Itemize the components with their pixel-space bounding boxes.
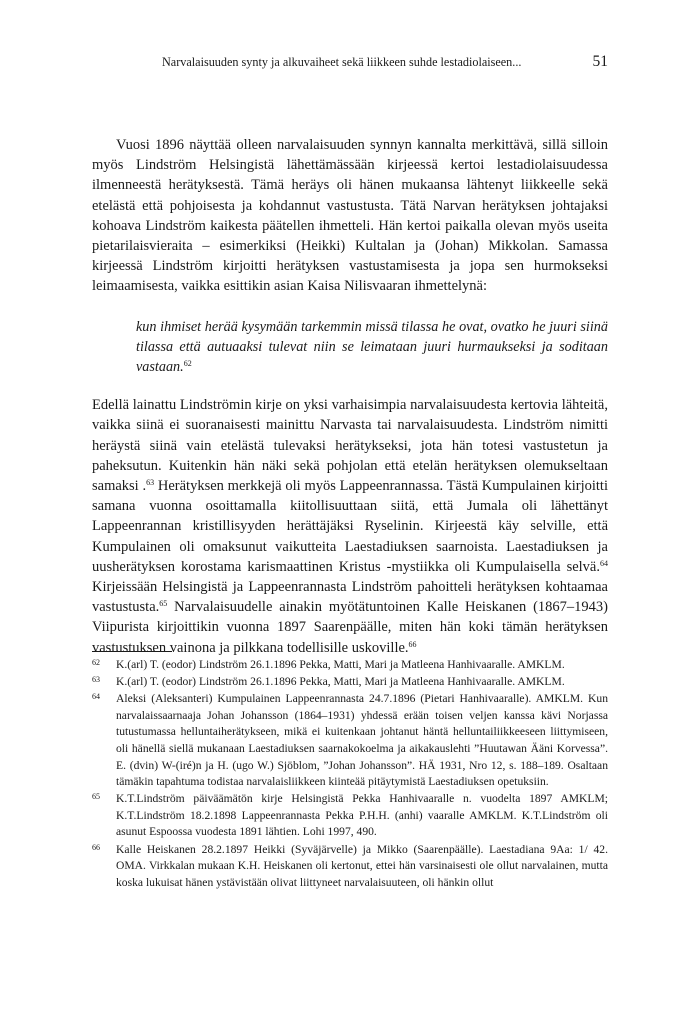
- paragraph-2-part-b: Herätyksen merkkejä oli myös Lappeenrannassa. Tästä Kumpulainen kirjoitti samana vuonna osoittamalla kiitollisuuttaan siitä, että Jumala oli lähettänyt Lappeenrannan kristillisyyden herättäjäksi Ryselinin. Kirjeestä käy selville, että Kumpulainen oli omaksunut vaikutteita Laestadiuksen saarnoista. Laestadiuksen ja uusherätyksen korostama karismaattinen Kristus -mystiikka oli Kumpulaisella selvä.: [92, 478, 608, 575]
- footnote-text: K.(arl) T. (eodor) Lindström 26.1.1896 Pekka, Matti, Mari ja Matleena Hanhivaaralle. AMKLM.: [116, 658, 565, 671]
- footnote-ref-64[interactable]: 64: [600, 558, 608, 568]
- paragraph-2-part-c: Kirjeissään Helsingistä ja Lappeenrannasta Lindström pahoitteli herätyksen kohtaamaa vastustusta.: [92, 579, 608, 616]
- footnote-ref-65[interactable]: 65: [159, 599, 168, 609]
- footnote-ref-63[interactable]: 63: [146, 478, 155, 488]
- footnote-number: 63: [92, 675, 100, 685]
- footnotes: [92, 657, 608, 892]
- footnote-number: 62: [92, 658, 100, 667]
- footnote-text: Kalle Heiskanen 28.2.1897 Heikki (Syväjärvelle) ja Mikko (Saarenpäälle). Laestadiana 9Aa: 1/ 42. OMA. Virkkalan mukaan K.H. Heiskanen oli kertonut, ettei hän varsinaisesti ole ollut narvalainen, mutta koska lukuisat hänen ystävistään olivat liittyneet narvalaisuuteen, oli hänkin ollut: [116, 842, 608, 889]
- footnote-divider: [92, 651, 172, 652]
- main-text: [92, 135, 608, 658]
- footnote-65: [92, 791, 608, 841]
- footnote-text: Aleksi (Aleksanteri) Kumpulainen Lappeenrannasta 24.7.1896 (Pietari Hanhivaaralle). AMKLM. Kun narvalaissaarnaaja Johan Johansson (1864–1931) yhdessä erään toisen veljen kanssa kävi Norjassa tutustumassa helluntaiherätykseen, mikä ei kuitenkaan johtanut häntä helluntailiikkeeseen liittymiseen, oli hänellä siellä mukanaan Laestadiuksen saarnakokoelma ja aikakauslehti ”Huutawan Ääni Korvessa”. E. (dvin) W-(iré)n ja H. (ugo W.) Sjöblom, ”Johan Johansson”. HÄ 1931, Nro 12, s. 188–189. Osaltaan tämäkin tapahtuma todistaa narvalaisliikkeen kiinteää pitäytymistä Laestadiuksen opetuksiin.: [116, 692, 608, 789]
- paragraph-2-part-d: Narvalaisuudelle ainakin myötätuntoinen Kalle Heiskanen (1867–1943) Viipurista kirjoittikin vuonna 1897 Saarenpäälle, miten hän koki tämän herätyksen vastustuksen vainona ja pilkkana todellisille uskoville.: [92, 599, 608, 656]
- running-title: Narvalaisuuden synty ja alkuvaiheet sekä liikkeen suhde lestadiolaiseen...: [162, 55, 522, 69]
- paragraph-2: [92, 395, 608, 658]
- footnote-text: K.T.Lindström päiväämätön kirje Helsingistä Pekka Hanhivaaralle n. vuodelta 1897 AMKLM; K.T.Lindström 18.2.1898 Lappeenrannasta Pekka P.H.H. (anhi) vaaralle AMKLM. K.T.Lindström oli asunut Espoossa vuodesta 1891 lähtien. Lohi 1997, 490.: [116, 792, 608, 839]
- footnote-number: 65: [92, 792, 100, 802]
- footnote-63: [92, 674, 608, 691]
- page-number: 51: [592, 53, 608, 70]
- running-header: [92, 52, 608, 72]
- quote-text: kun ihmiset herää kysymään tarkemmin missä tilassa he ovat, ovatko he juuri siinä tilassa että autuaaksi tulevat niin se leimataan juuri hurmaukseksi ja soditaan vastaan.: [136, 318, 608, 376]
- footnote-number: 64: [92, 692, 100, 702]
- footnote-ref-66[interactable]: 66: [408, 639, 417, 649]
- paragraph-2-part-a: Edellä lainattu Lindströmin kirje on yksi varhaisimpia narvalaisuudesta kertovia lähteitä, vaikka siinä ei suoranaisesti mainittu Narvasta tai narvalaisuudesta. Lindström nimitti heräystä siinä vain etelästä tulevaksi herätykseksi, jota hän totesi vastustetun ja paheksutun. Kuitenkin hän näki sekä pohjolan että etelän herätyksen olemukseltaan samaksi .: [92, 397, 608, 495]
- footnote-ref-62[interactable]: 62: [183, 359, 192, 369]
- paragraph-1: Vuosi 1896 näyttää olleen narvalaisuuden synnyn kannalta merkittävä, sillä silloin myös Lindström Helsingistä lähettämässään kirjeessä kertoi lestadiolaisuudessa ilmenneestä herätyksestä. Tämä heräys oli hänen mukaansa lähtenyt liikkeelle sekä etelästä että pohjoisesta ja kohdannut vastustusta. Tätä Narvan herätyksen johtajaksi kohoava Lindström kaikesta päätellen ihmetteli. Hän kertoi paikalla olevan myös useita pietarilaisvieraita – esimerkiksi (Heikki) Kultalan ja (Johan) Mikkolan. Samassa kirjeessä Lindström kirjoitti herätyksen vastustamisesta ja jopa sen hurmokseksi leimaamisesta, vaikka esittikin asian Kaisa Nilisvaaran ihmettelynä:: [92, 137, 608, 295]
- block-quote: [136, 317, 608, 378]
- footnote-64: [92, 691, 608, 791]
- footnote-number: 66: [92, 842, 100, 852]
- footnote-66: [92, 842, 608, 892]
- footnote-text: K.(arl) T. (eodor) Lindström 26.1.1896 Pekka, Matti, Mari ja Matleena Hanhivaaralle. AMKLM.: [116, 675, 565, 689]
- footnote-62: [92, 657, 608, 674]
